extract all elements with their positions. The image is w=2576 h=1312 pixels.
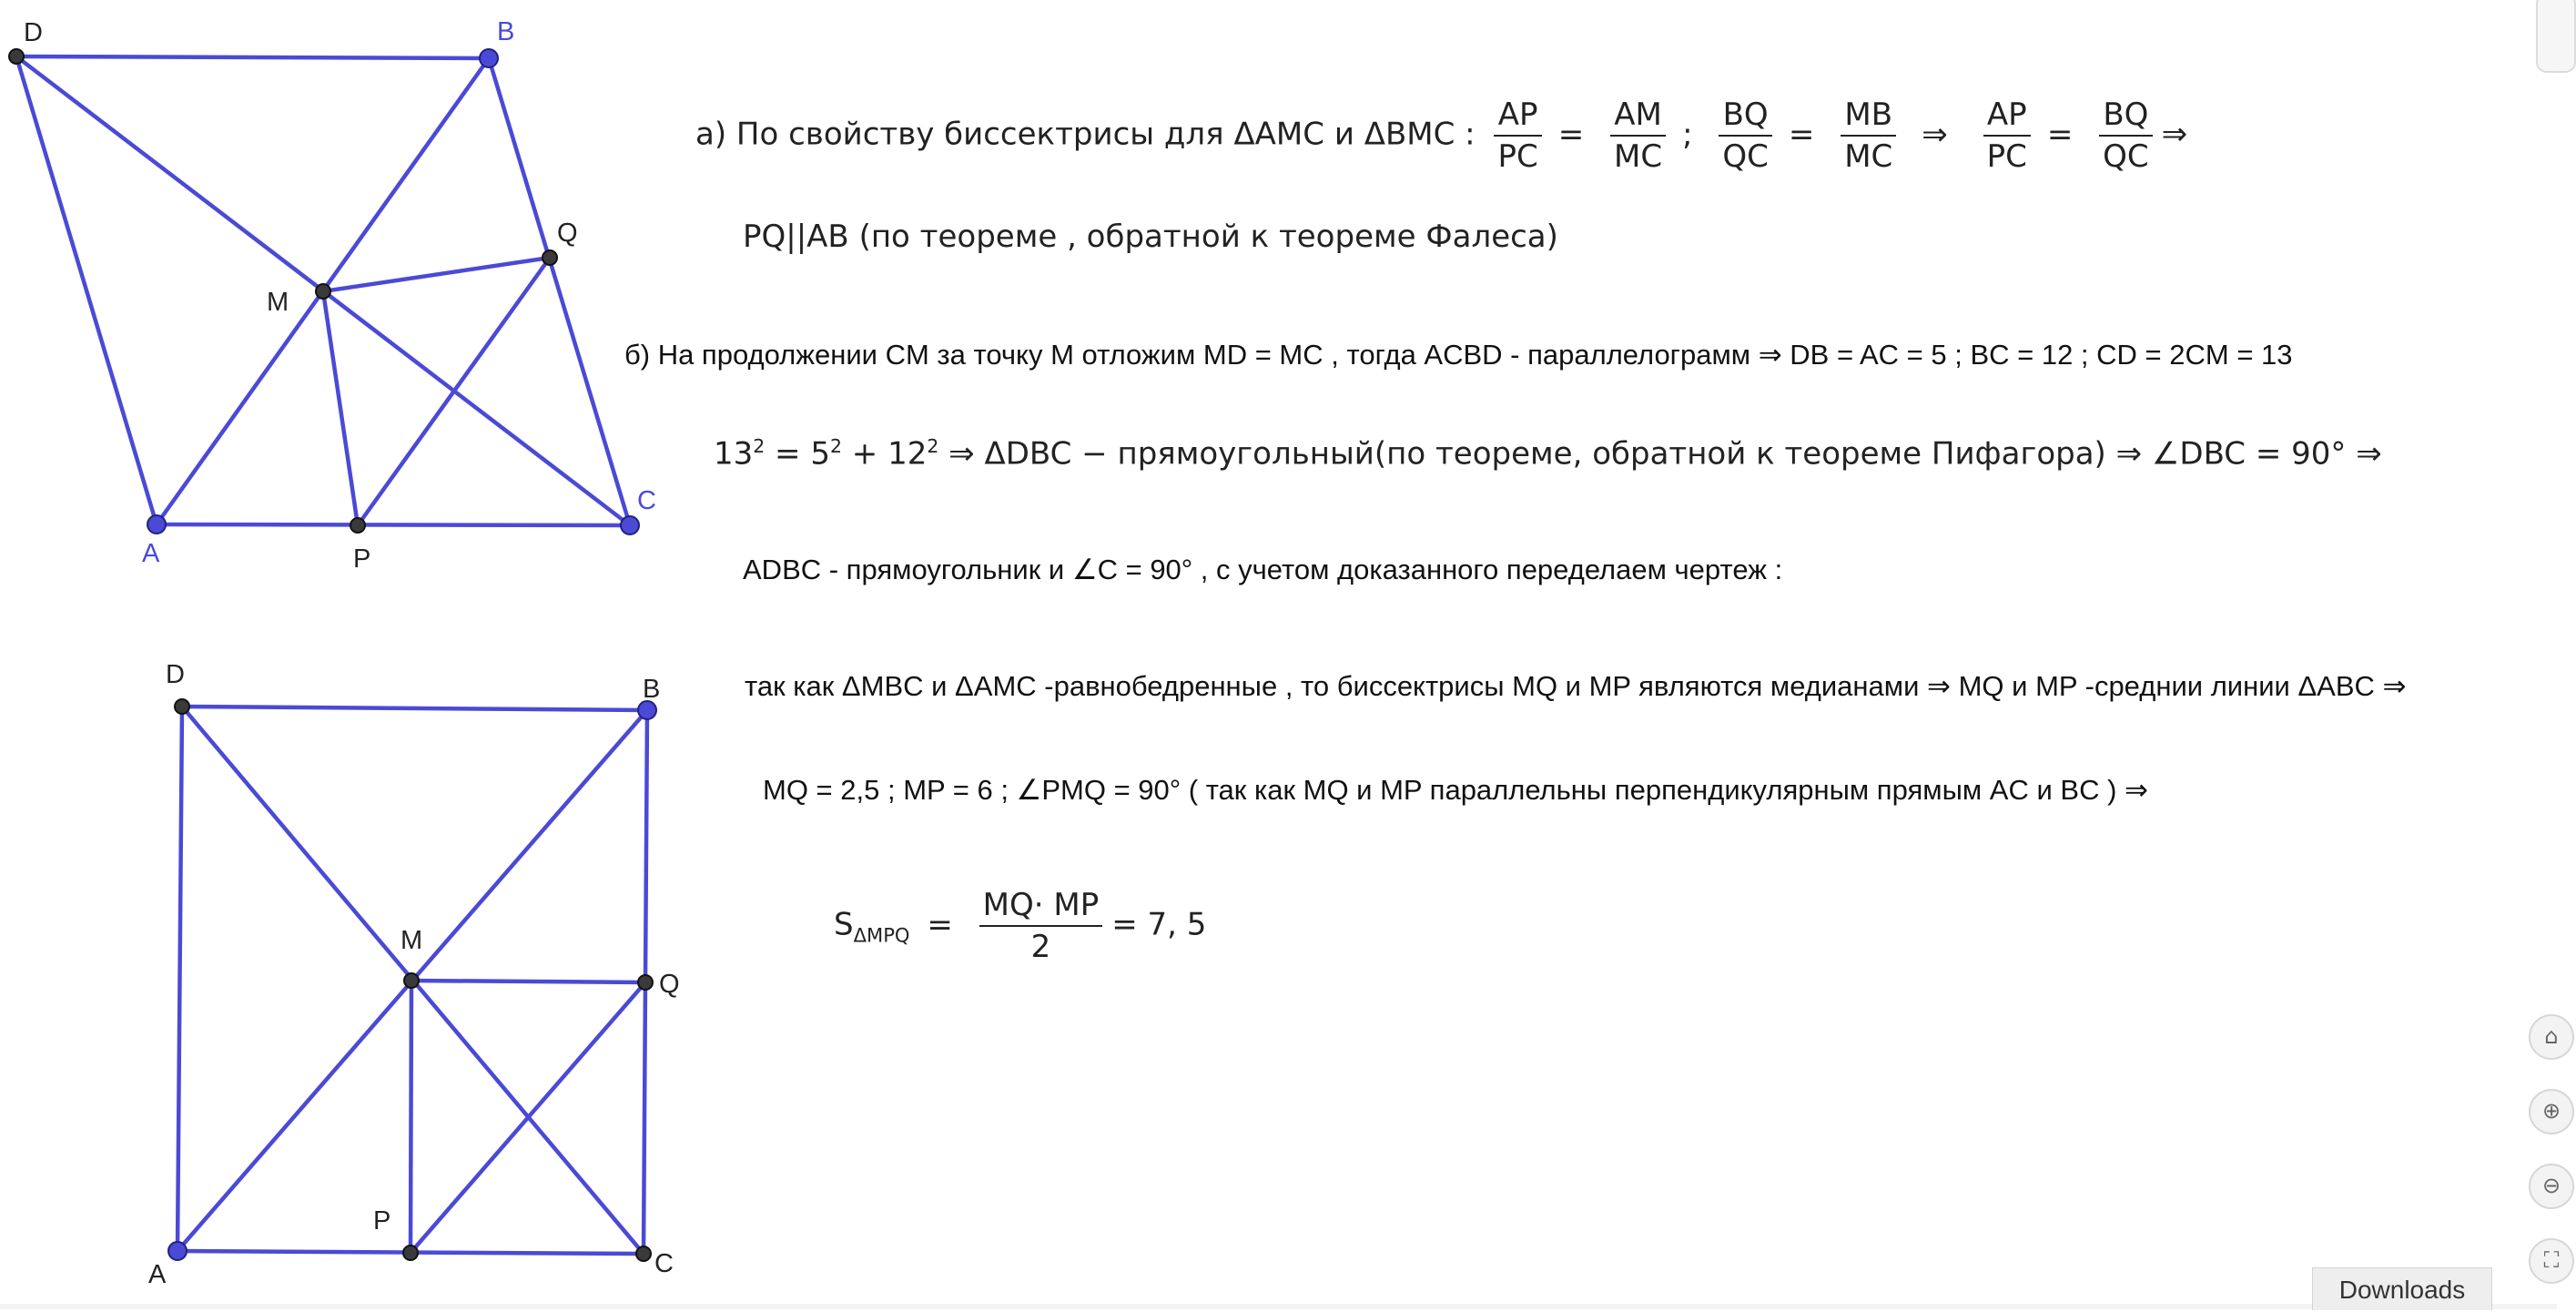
zoom-in-icon[interactable]: ⊕ (2529, 1089, 2574, 1134)
label-A: A (142, 539, 160, 568)
eq-exponent: 2 (753, 435, 766, 457)
label-A: A (148, 1260, 167, 1289)
label-B: B (497, 17, 515, 46)
segment-AC (157, 524, 630, 525)
area-result: = 7, 5 (1111, 906, 1207, 943)
label-B: B (643, 675, 661, 704)
bottom-bar (0, 1304, 2557, 1309)
label-Q: Q (557, 219, 578, 248)
eq-base: 13 (714, 435, 754, 473)
implies-sign: ⇒ (1922, 116, 1948, 153)
point-D[interactable] (9, 49, 24, 64)
label-M: M (267, 288, 289, 317)
fraction-den: PC (1497, 138, 1538, 175)
point-C[interactable] (621, 516, 639, 534)
point-Q[interactable] (543, 250, 557, 265)
segment-MP (323, 291, 358, 525)
fraction-num: AP (1494, 95, 1541, 137)
fraction-num: BQ (2099, 95, 2153, 137)
fraction-num: BQ (1719, 95, 1772, 137)
segment-DB (16, 56, 489, 58)
fullscreen-icon[interactable]: ⛶ (2529, 1238, 2574, 1284)
figure-1-quadrilateral (0, 0, 692, 583)
fraction-den: PC (1986, 138, 2027, 175)
part-b-line-3: ADBC - прямоугольник и ∠C = 90° , с учетом доказанного переделаем чертеж : (743, 554, 1783, 585)
label-D: D (166, 660, 185, 689)
area-formula (834, 885, 1206, 967)
part-b-line-4: так как ΔMBC и ΔAMC -равнобедренные , то биссектрисы MQ и MP являются медианами ⇒ MQ и MP -среднии линии ΔABC ⇒ (745, 670, 2407, 702)
fraction-area (979, 885, 1103, 967)
downloads-button[interactable]: Downloads (2312, 1267, 2492, 1310)
fraction-AP-PC-2 (1983, 95, 2031, 177)
fraction-num: MB (1841, 95, 1896, 137)
area-subscript: ΔMPQ (853, 923, 910, 947)
label-C: C (654, 1249, 674, 1278)
fraction-num: AM (1610, 95, 1666, 137)
point-P[interactable] (403, 1246, 418, 1260)
label-D: D (24, 18, 43, 47)
label-M: M (401, 926, 423, 955)
fraction-BQ-QC-2 (2099, 95, 2153, 177)
area-symbol: S (834, 906, 854, 943)
fraction-den: QC (2103, 138, 2149, 175)
part-b-pythagoras-line (714, 435, 2382, 472)
implies-sign: ⇒ (2161, 116, 2188, 153)
eq-conclusion: ⇒ ΔDBC − прямоугольный(по теореме, обратной к теореме Пифагора) ⇒ ∠DBC = 90° ⇒ (938, 435, 2382, 473)
part-b-line-1: б) На продолжении CM за точку M отложим MD = MC , тогда ACBD - параллелограмм ⇒ DB = AC = 5 ; BC = 12 ; CD = 2CM = 13 (624, 339, 2293, 371)
label-P: P (353, 544, 371, 574)
point-B[interactable] (638, 701, 656, 719)
label-Q: Q (659, 970, 680, 999)
point-Q[interactable] (638, 975, 653, 990)
zoom-out-icon[interactable]: ⊖ (2529, 1164, 2574, 1209)
separator: ; (1682, 116, 1693, 153)
part-a-line-2: PQ||AB (по теореме , обратной к теореме Фалеса) (743, 219, 1558, 255)
segment-DA (16, 56, 157, 524)
label-P: P (373, 1206, 391, 1236)
part-a-line-1 (695, 95, 2187, 177)
fraction-den: QC (1722, 138, 1769, 175)
figure-2-rectangle (0, 637, 710, 1309)
point-A[interactable] (168, 1242, 187, 1260)
segment-MQ (411, 981, 645, 982)
segment-PQ (358, 258, 550, 525)
equals-sign: = (1788, 116, 1815, 153)
eq-exponent: 2 (927, 435, 939, 457)
fraction-AM-MC (1610, 95, 1666, 177)
fraction-den: 2 (1030, 929, 1051, 965)
segment-DA (177, 707, 182, 1251)
point-C[interactable] (636, 1246, 651, 1261)
equals-sign: = (1557, 116, 1585, 153)
fraction-den: MC (1614, 138, 1663, 175)
point-M[interactable] (316, 284, 330, 299)
point-P[interactable] (350, 518, 365, 533)
fraction-num: AP (1983, 95, 2031, 137)
point-M[interactable] (404, 973, 419, 988)
segment-BC (489, 58, 630, 525)
fraction-AP-PC (1494, 95, 1541, 177)
point-B[interactable] (480, 49, 498, 67)
segment-DB (182, 707, 647, 710)
part-a-prefix: а) По свойству биссектрисы для ΔAMC и ΔBMC : (695, 116, 1476, 153)
home-icon[interactable]: ⌂ (2529, 1014, 2574, 1060)
point-D[interactable] (175, 699, 189, 714)
part-b-line-5: MQ = 2,5 ; MP = 6 ; ∠PMQ = 90° ( так как MQ и MP параллельны перпендикулярным прямым AC и BC ) ⇒ (763, 774, 2148, 806)
point-A[interactable] (147, 515, 166, 534)
fraction-num: MQ· MP (979, 885, 1103, 927)
eq-term: + 12 (841, 435, 928, 473)
label-C: C (637, 486, 656, 515)
eq-exponent: 2 (830, 435, 842, 457)
segment-MQ (323, 258, 550, 291)
fraction-den: MC (1844, 138, 1893, 175)
menu-handle[interactable] (2536, 0, 2576, 73)
equals-sign: = (927, 906, 953, 943)
equals-sign: = (2046, 116, 2074, 153)
eq-term: = 5 (765, 435, 830, 473)
fraction-BQ-QC (1719, 95, 1772, 177)
fraction-MB-MC (1841, 95, 1896, 177)
